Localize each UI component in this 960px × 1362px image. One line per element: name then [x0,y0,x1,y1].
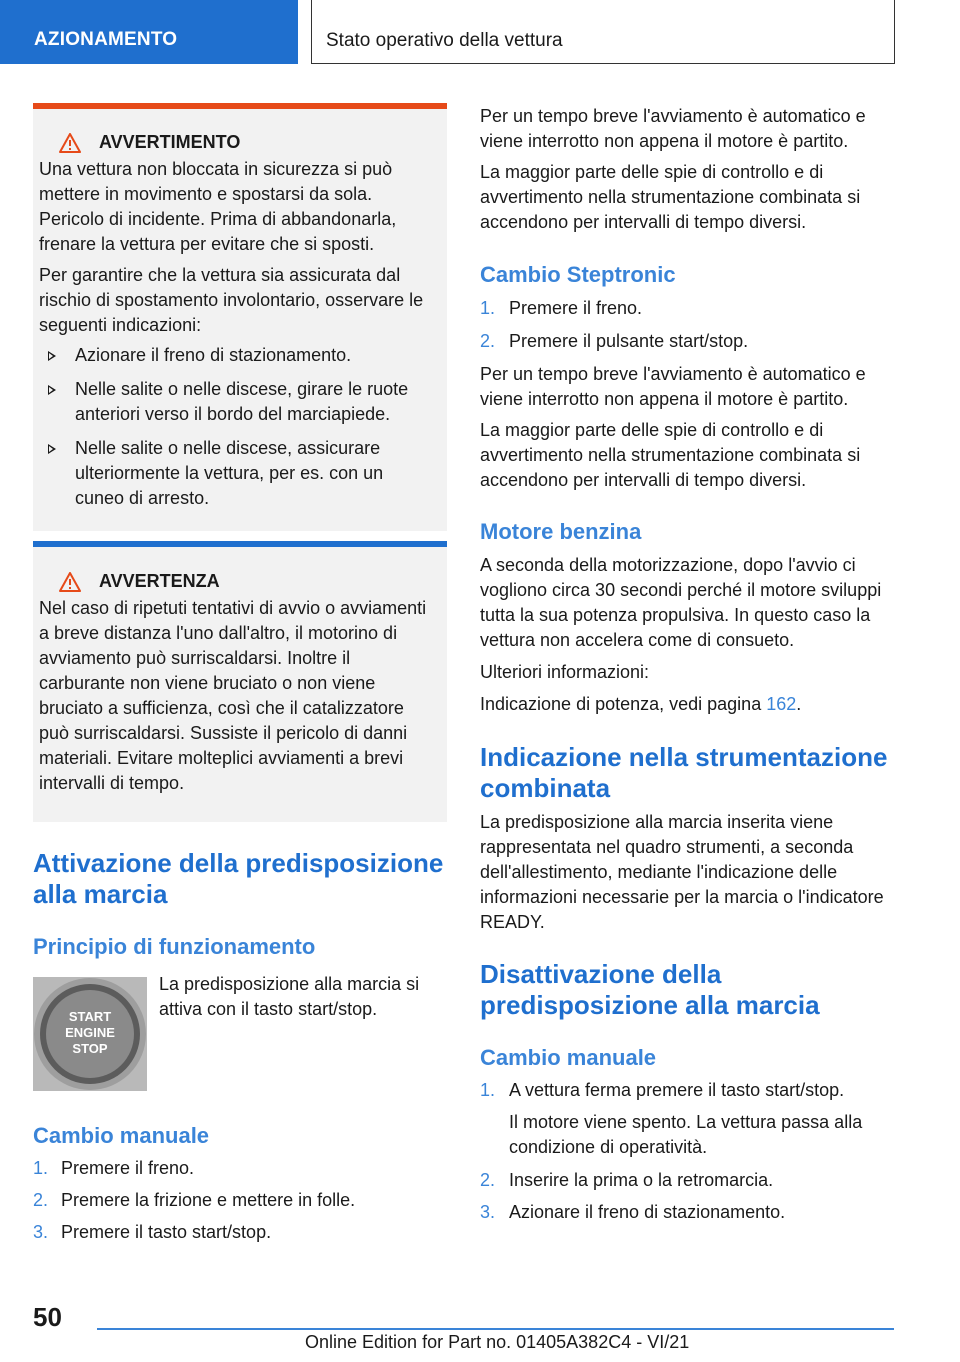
section-tab [0,0,298,64]
button-label-engine: ENGINE [65,1025,115,1040]
footer-divider [97,1328,894,1330]
chapter-title: Stato operativo della vettura [326,30,563,51]
note-title: AVVERTENZA [99,571,220,591]
subheading-benzina: Motore benzina [480,519,642,544]
bullet-icon [48,385,56,395]
list-item: Azionare il freno di stazionamento. [39,343,435,368]
warning-text-2: Per garantire che la vettura sia assicurata dal rischio di spostamento involontario, osservare le seguenti indicazioni: [39,265,424,335]
list-item: Nelle salite o nelle discese, assicurare ulteriormente la vettura, per es. con un cuneo di arresto. [39,436,435,511]
step-text: Azionare il freno di stazionamento. [509,1202,786,1222]
section-heading-display: Indicazione nella strumentazione combinata [480,742,888,803]
step-subtext: Il motore viene spento. La vettura passa alla condizione di operatività. [509,1112,863,1157]
right-text-4: La maggior parte delle spie di controllo e di avvertimento nella strumentazione combinata si accendono per intervalli di tempo diversi. [480,420,861,490]
step-number: 2. [480,1170,496,1190]
subheading-manual: Cambio manuale [33,1123,210,1148]
warning-icon [59,133,81,153]
step-number: 1. [480,298,496,318]
note-box [33,541,447,822]
section-title: AZIONAMENTO [34,29,178,50]
step-number: 3. [33,1222,49,1242]
warning-box [33,103,447,531]
section-heading-activation: Attivazione della predisposizione alla marcia [33,848,444,909]
step-number: 2. [480,331,496,351]
principle-text: La predisposizione alla marcia si attiva con il tasto start/stop. [159,974,420,1019]
right-text-2: La maggior parte delle spie di controllo e di avvertimento nella strumentazione combinata si accendono per intervalli di tempo diversi. [480,162,861,232]
right-text-1: Per un tempo breve l'avviamento è automatico e viene interrotto non appena il motore è partito. [480,106,866,151]
step-text: Premere la frizione e mettere in folle. [61,1190,356,1210]
subheading-principle: Principio di funzionamento [33,934,316,959]
step-number: 1. [33,1158,49,1178]
note-text: Nel caso di ripetuti tentativi di avvio o avviamenti a breve distanza l'uno dall'altro, il motorino di avviamento può surriscaldarsi. Inoltre il carburante non viene bruciato o non viene bruciato a sufficienza, così che il catalizzatore può surriscaldarsi. Sussiste il pericolo di danni materiali. Evitare molteplici avviamenti a brevi intervalli di tempo. [39,598,427,793]
right-text-6: Ulteriori informazioni: [480,662,650,682]
warning-icon [59,572,81,592]
start-stop-button-image [33,977,147,1091]
step-text: Premere il pulsante start/stop. [509,331,749,351]
page-link[interactable]: 162 [766,694,797,714]
subheading-steptronic: Cambio Steptronic [480,262,676,287]
step-text: Premere il freno. [61,1158,195,1178]
right-text-7: Indicazione di potenza, vedi pagina 162. [480,694,802,714]
list-item: Nelle salite o nelle discese, girare le ruote anteriori verso il bordo del marciapiede. [39,377,435,427]
chapter-tab [311,0,895,64]
button-label-stop: STOP [72,1041,108,1056]
section-heading-deactivation: Disattivazione della predisposizione alla marcia [480,959,820,1020]
note-heading [59,571,435,592]
subheading-manual-right: Cambio manuale [480,1045,657,1070]
bullet-icon [48,351,56,361]
right-text-3: Per un tempo breve l'avviamento è automatico e viene interrotto non appena il motore è partito. [480,364,866,409]
bullet-icon [48,444,56,454]
step-number: 3. [480,1202,496,1222]
step-text: Premere il freno. [509,298,643,318]
warning-list [39,343,435,511]
warning-title: AVVERTIMENTO [99,132,241,152]
step-number: 2. [33,1190,49,1210]
step-text: Inserire la prima o la retromarcia. [509,1170,774,1190]
page-number: 50 [33,1302,62,1332]
step-number: 1. [480,1080,496,1100]
right-text-5: A seconda della motorizzazione, dopo l'avvio ci vogliono circa 30 secondi perché il motore sviluppi tutta la sua potenza propulsiva. In questo caso la vettura non accelera come di consueto. [480,555,882,650]
footer-edition: Online Edition for Part no. 01405A382C4 - VI/21 [305,1332,690,1352]
step-text: A vettura ferma premere il tasto start/stop. [509,1080,845,1100]
button-label-start: START [68,1009,112,1024]
warning-text-1: Una vettura non bloccata in sicurezza si può mettere in movimento e spostarsi da sola. Pericolo di incidente. Prima di abbandonarla, frenare la vettura per evitare che si sposti. [39,159,397,254]
warning-heading [59,132,435,153]
step-text: Premere il tasto start/stop. [61,1222,272,1242]
right-text-8: La predisposizione alla marcia inserita viene rappresentata nel quadro strumenti, a seconda dell'allestimento, mediante l'indicazione delle informazioni necessarie per la marcia o l'indicatore READY. [480,812,884,932]
